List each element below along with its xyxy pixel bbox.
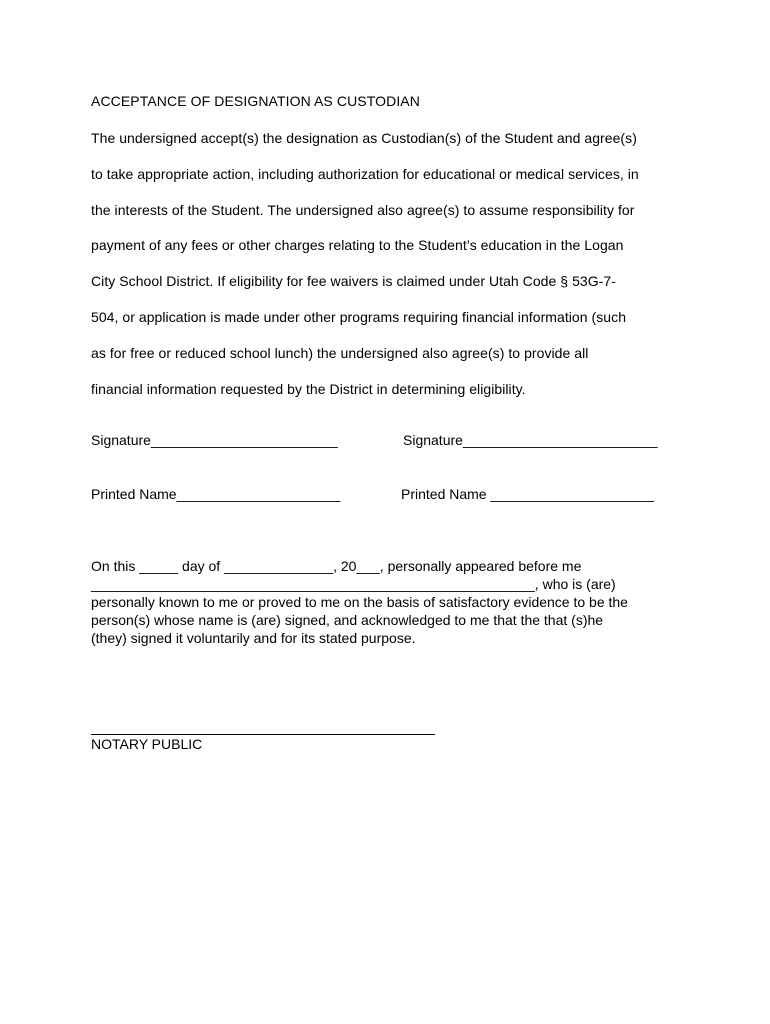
paragraph-line: as for free or reduced school lunch) the undersigned also agree(s) to provide all <box>91 344 589 361</box>
notary-line: On this _____ day of ______________, 20___, personally appeared before me <box>91 558 582 574</box>
notary-signature-line[interactable] <box>91 734 435 735</box>
paragraph-line: payment of any fees or other charges relating to the Student’s education in the Logan <box>91 237 624 254</box>
paragraph-line: to take appropriate action, including authorization for educational or medical services, in <box>91 165 639 182</box>
paragraph-line: 504, or application is made under other programs requiring financial information (such <box>91 308 627 325</box>
notary-line: _________________________________________________________, who is (are) <box>91 576 616 592</box>
document-title: ACCEPTANCE OF DESIGNATION AS CUSTODIAN <box>91 93 420 109</box>
paragraph-line: the interests of the Student. The undersigned also agree(s) to assume responsibility for <box>91 201 635 218</box>
printed-name-field-left[interactable]: Printed Name_____________________ <box>91 486 341 502</box>
signature-field-left[interactable]: Signature________________________ <box>91 432 338 448</box>
notary-line: personally known to me or proved to me on the basis of satisfactory evidence to be the <box>91 594 628 610</box>
notary-line: (they) signed it voluntarily and for its stated purpose. <box>91 630 416 646</box>
paragraph-line: City School District. If eligibility for fee waivers is claimed under Utah Code § 53G-7- <box>91 273 616 290</box>
printed-name-field-right[interactable]: Printed Name _____________________ <box>401 486 654 502</box>
notary-line: person(s) whose name is (are) signed, and acknowledged to me that the that (s)he <box>91 612 604 628</box>
paragraph-line: The undersigned accept(s) the designation as Custodian(s) of the Student and agree(s) <box>91 130 637 146</box>
notary-acknowledgment <box>91 557 681 647</box>
notary-public-label: NOTARY PUBLIC <box>91 736 203 752</box>
custodian-agreement-paragraph <box>91 128 711 414</box>
paragraph-line: financial information requested by the District in determining eligibility. <box>91 380 526 397</box>
signature-field-right[interactable]: Signature_________________________ <box>403 432 658 448</box>
